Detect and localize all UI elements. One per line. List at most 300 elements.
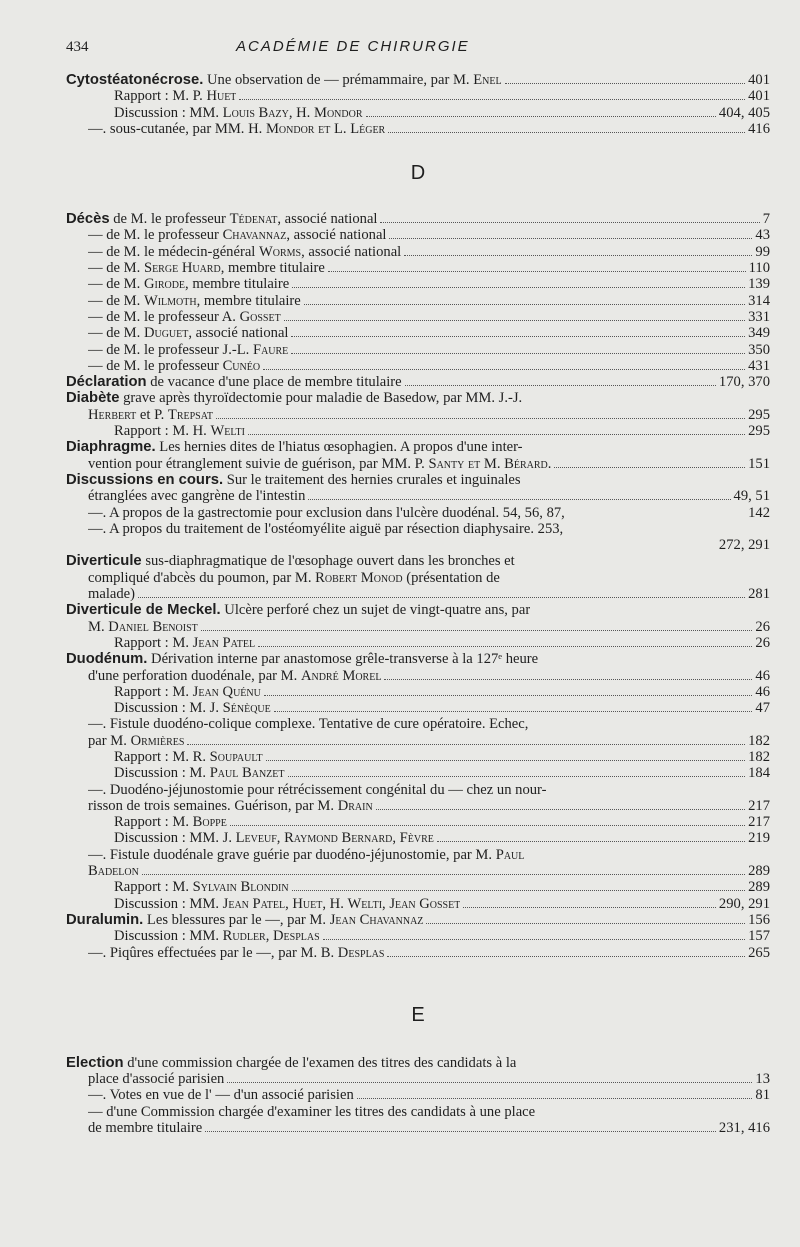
- entry-author: Sénèque: [222, 700, 271, 717]
- index-entry: [66, 88, 770, 104]
- entry-body: de membre titulaire: [88, 1120, 203, 1137]
- entry-body: — de M.: [88, 292, 144, 309]
- entry-text: [114, 896, 460, 912]
- index-entry: [66, 1104, 770, 1120]
- entry-author: Jean Patel, Huet,: [222, 895, 327, 912]
- page-reference: 99: [755, 243, 770, 260]
- page-reference: 350: [748, 341, 770, 358]
- entry-body: — de M. le professeur J.-L.: [88, 341, 253, 358]
- entry-text: [88, 945, 384, 961]
- page-reference: 110: [748, 260, 770, 277]
- page-reference: 43: [755, 227, 770, 244]
- entry-text: [114, 879, 289, 895]
- entry-headword: Cytostéatonécrose.: [66, 72, 204, 88]
- entry-body: compliqué d'abcès du poumon, par M.: [88, 569, 316, 586]
- entry-text: [114, 749, 263, 765]
- dot-leader: [366, 116, 716, 117]
- dot-leader: [463, 907, 716, 908]
- entry-text: [88, 342, 288, 358]
- entry-body: malade): [88, 586, 135, 603]
- entry-author-continued: Trepsat: [167, 406, 213, 423]
- entry-body: —. Fistule duodénale grave guérie par duodéno-jéjunostomie, par M.: [88, 846, 496, 863]
- entry-body: —. A propos de la gastrectomie pour exclusion dans l'ulcère duodénal. 54, 56, 87,: [88, 504, 565, 521]
- entry-text: [88, 456, 551, 472]
- dot-leader: [138, 597, 745, 598]
- dot-leader: [263, 369, 745, 370]
- index-entry: [66, 537, 770, 553]
- index-entry: [66, 244, 770, 260]
- index-entry: [66, 733, 770, 749]
- entry-author: Duguet,: [143, 325, 193, 342]
- index-entry: [66, 488, 770, 504]
- entry-text: [88, 358, 260, 374]
- index-entry: [66, 716, 770, 732]
- page-reference: 182: [748, 748, 770, 765]
- entry-body: Rapport : M. H.: [114, 423, 211, 440]
- entry-body-continued: associé national: [192, 325, 289, 342]
- entry-author: Gosset: [239, 308, 281, 325]
- entry-body: Rapport : M. R.: [114, 748, 210, 765]
- dot-leader: [201, 630, 753, 631]
- dot-leader: [288, 776, 746, 777]
- entry-text: [88, 276, 289, 292]
- entry-text: [114, 830, 434, 846]
- entry-body: d'une perforation duodénale, par M.: [88, 667, 301, 684]
- page-reference: 151: [748, 455, 770, 472]
- entry-text: [88, 244, 401, 260]
- entry-body: Sur le traitement des hernies crurales et inguinales: [223, 471, 521, 488]
- index-entry: [66, 342, 770, 358]
- entry-text: [88, 1104, 535, 1120]
- page-reference: 156: [748, 911, 770, 928]
- entry-body: Discussion : MM.: [114, 928, 223, 945]
- dot-leader: [258, 646, 752, 647]
- entry-text: [66, 912, 423, 928]
- index-entry: [66, 945, 770, 961]
- index-entry: [66, 390, 770, 406]
- entry-body: sus-diaphragmatique de l'œsophage ouvert dans les bronches et: [141, 553, 515, 570]
- entry-body: étranglées avec gangrène de l'intestin: [88, 488, 306, 505]
- entry-text: [114, 423, 245, 439]
- page-reference: 272, 291: [718, 537, 770, 554]
- entry-headword: Déclaration: [66, 374, 147, 391]
- entry-body-continued: membre titulaire: [224, 260, 325, 277]
- entry-text: [88, 505, 565, 521]
- dot-leader: [205, 1131, 716, 1132]
- entry-author: Robert Monod: [315, 569, 403, 586]
- entry-author: Rudler, Desplas: [222, 928, 320, 945]
- entry-body-continued: associé national: [304, 243, 402, 260]
- dot-leader: [505, 83, 746, 84]
- entry-author: Enel: [473, 72, 502, 88]
- entry-body-continued: H.: [326, 895, 348, 912]
- entry-body: Discussion : MM. J.: [114, 830, 236, 847]
- entry-headword: Diverticule: [66, 553, 142, 570]
- dot-leader: [376, 809, 745, 810]
- entry-body-continued: (présentation de: [402, 569, 500, 586]
- dot-leader: [284, 320, 745, 321]
- entry-text: [88, 260, 325, 276]
- entry-headword: Election: [66, 1054, 124, 1071]
- entry-body-continued: membre titulaire: [200, 292, 301, 309]
- entry-text: [114, 88, 236, 104]
- entry-text: [88, 407, 213, 423]
- index-entry: [66, 602, 770, 618]
- entry-group: [66, 1055, 770, 1136]
- entry-author: Huet: [206, 88, 237, 105]
- index-entry: [66, 651, 770, 667]
- page-reference: 182: [748, 732, 770, 749]
- dot-leader: [291, 353, 745, 354]
- dot-leader: [187, 744, 745, 745]
- entry-text: [88, 863, 139, 879]
- entry-text: [88, 227, 386, 243]
- index-entry: [66, 896, 770, 912]
- index-entry: [66, 700, 770, 716]
- page-reference: 401: [748, 72, 770, 88]
- page-reference: 184: [748, 765, 770, 782]
- page-reference: 81: [755, 1087, 770, 1104]
- entry-author: Paul: [495, 846, 525, 863]
- index-entry: [66, 227, 770, 243]
- entry-author: Jean Chavannaz: [329, 911, 424, 928]
- entry-author: Serge Huard,: [143, 260, 225, 277]
- page-reference: 217: [748, 797, 770, 814]
- entry-text: [66, 374, 402, 390]
- entry-author-continued: Welti, Jean Gosset: [347, 895, 461, 912]
- index-entry: [66, 472, 770, 488]
- page-number: 434: [66, 39, 89, 55]
- entry-body: —. A propos du traitement de l'ostéomyélite aiguë par résection diaphysaire. 253,: [88, 520, 564, 537]
- entry-body: — de M.: [88, 260, 144, 277]
- page-reference: 281: [748, 586, 770, 603]
- entry-body: —. Duodéno-jéjunostomie pour rétrécissement congénital du — chez un nour-: [88, 781, 547, 798]
- entry-body: Discussion : MM.: [114, 895, 223, 912]
- entry-text: [88, 309, 281, 325]
- entry-author: Jean Quénu: [192, 683, 261, 700]
- entry-text: [88, 1120, 202, 1136]
- entry-author: Cunéo: [222, 357, 261, 374]
- dot-leader: [292, 287, 745, 288]
- entry-text: [88, 1071, 224, 1087]
- entry-headword: Diabète: [66, 390, 120, 407]
- entry-body: de M. le professeur: [109, 211, 230, 228]
- index-entry: [66, 358, 770, 374]
- index-entry: [66, 1087, 770, 1103]
- entry-text: [88, 488, 305, 504]
- page-reference: 7: [762, 211, 770, 228]
- index-entry: [66, 879, 770, 895]
- dot-leader: [227, 1082, 752, 1083]
- entry-body: Les hernies dites de l'hiatus œsophagien. A propos d'une inter-: [155, 439, 523, 456]
- index-entry: [66, 586, 770, 602]
- entry-author: Mondor et L. Léger: [265, 120, 386, 137]
- dot-leader: [404, 255, 752, 256]
- running-title: ACADÉMIE DE CHIRURGIE: [236, 38, 470, 55]
- entry-headword: Diaphragme.: [66, 439, 156, 456]
- page-reference: 13: [755, 1071, 770, 1088]
- entry-author: Paul Banzet: [209, 765, 285, 782]
- page-reference: 416: [748, 120, 770, 137]
- index-entry: [66, 1071, 770, 1087]
- dot-leader: [264, 695, 753, 696]
- index-entry: [66, 928, 770, 944]
- page-reference: 47: [755, 700, 770, 717]
- entry-body: place d'associé parisien: [88, 1071, 225, 1088]
- page-reference: 46: [755, 683, 770, 700]
- entry-author: Welti: [210, 423, 245, 440]
- dot-leader: [357, 1098, 753, 1099]
- entry-body: M.: [88, 618, 109, 635]
- index-entry: [66, 798, 770, 814]
- entry-text: [88, 798, 373, 814]
- section-letter-d: D: [410, 162, 426, 185]
- index-entry: [66, 423, 770, 439]
- entry-text: [88, 619, 198, 635]
- entry-text: [114, 105, 363, 121]
- page-reference: 231, 416: [718, 1120, 770, 1137]
- page-reference: 401: [748, 88, 770, 105]
- page-reference: 139: [748, 276, 770, 293]
- entry-body: Dérivation interne par anastomose grêle-transverse à la 127ᵉ heure: [147, 651, 539, 668]
- entry-body: Discussion : M.: [114, 765, 210, 782]
- index-entry: [66, 276, 770, 292]
- entry-body: Rapport : M.: [114, 879, 193, 896]
- dot-leader: [384, 679, 752, 680]
- index-entry: [66, 619, 770, 635]
- entry-author: Faure: [252, 341, 289, 358]
- entry-body: Discussion : M. J.: [114, 700, 223, 717]
- entry-body: —. sous-cutanée, par MM. H.: [88, 120, 266, 137]
- index-entry: [66, 211, 770, 227]
- entry-author: Leveuf, Raymond Bernard, Fèvre: [235, 830, 434, 847]
- dot-leader: [239, 99, 745, 100]
- entry-author: Jean Patel: [192, 634, 256, 651]
- entry-headword: Duodénum.: [66, 651, 148, 668]
- entry-body: grave après thyroïdectomie pour maladie de Basedow, par MM. J.-J.: [119, 390, 523, 407]
- entry-body: de vacance d'une place de membre titulaire: [146, 374, 402, 391]
- page-reference: 404, 405: [718, 104, 770, 121]
- entry-text: [88, 121, 385, 137]
- entry-body-continued: associé national: [290, 227, 387, 244]
- entry-text: [66, 1055, 516, 1071]
- entry-text: [114, 684, 261, 700]
- entry-text: [114, 928, 320, 944]
- entry-body: d'une commission chargée de l'examen des titres des candidats à la: [123, 1054, 517, 1071]
- entry-text: [66, 602, 530, 618]
- entry-author: André Morel: [300, 667, 382, 684]
- entry-text: [88, 668, 381, 684]
- entry-text: [88, 716, 528, 732]
- entry-body: — d'une Commission chargée d'examiner les titres des candidats à une place: [88, 1103, 536, 1120]
- dot-leader: [388, 132, 745, 133]
- index-entry: [66, 1055, 770, 1071]
- index-entry: [66, 325, 770, 341]
- entry-author: Girode,: [143, 276, 189, 293]
- entry-body: — de M.: [88, 276, 144, 293]
- entry-body-continued: et P.: [136, 406, 168, 423]
- index-entry: [66, 668, 770, 684]
- page-reference: 295: [748, 406, 770, 423]
- page-reference: 170, 370: [718, 374, 770, 391]
- page-reference: 295: [748, 423, 770, 440]
- entry-text: [114, 765, 285, 781]
- entry-text: [66, 439, 523, 455]
- dot-leader: [216, 418, 745, 419]
- entry-body: Ulcère perforé chez un sujet de vingt-quatre ans, par: [220, 602, 531, 619]
- dot-leader: [304, 304, 745, 305]
- entry-body-continued: membre titulaire: [188, 276, 290, 293]
- index-entry: [66, 1120, 770, 1136]
- entry-body: — de M. le médecin-général: [88, 243, 259, 260]
- entry-text: [114, 814, 227, 830]
- entry-headword: Diverticule de Meckel.: [66, 602, 221, 619]
- index-entry: [66, 260, 770, 276]
- page-reference: 265: [748, 944, 770, 961]
- dot-leader: [328, 271, 746, 272]
- dot-leader: [405, 385, 716, 386]
- entry-headword: Discussions en cours.: [66, 471, 224, 488]
- entry-author: Herbert: [88, 406, 137, 423]
- entry-body: Une observation de — prémammaire, par M.: [203, 72, 474, 88]
- index-entry: [66, 830, 770, 846]
- entry-author: Boppe: [192, 814, 227, 831]
- dot-leader: [266, 760, 745, 761]
- page-reference: 290, 291: [718, 895, 770, 912]
- index-entry: [66, 105, 770, 121]
- dot-leader: [389, 238, 752, 239]
- index-entry: [66, 309, 770, 325]
- page-reference: 349: [748, 325, 770, 342]
- index-entry: [66, 293, 770, 309]
- dot-leader: [426, 923, 745, 924]
- page-reference: 26: [755, 634, 770, 651]
- index-entry: [66, 749, 770, 765]
- dot-leader: [387, 956, 745, 957]
- entry-body: Rapport : M.: [114, 634, 193, 651]
- entry-text: [66, 72, 502, 88]
- entry-headword: Duralumin.: [66, 911, 144, 928]
- page-reference: 219: [748, 830, 770, 847]
- entry-body: —. Fistule duodéno-colique complexe. Tentative de cure opératoire. Echec,: [88, 716, 529, 733]
- entry-author: Daniel Benoist: [108, 618, 198, 635]
- index-entry: [66, 635, 770, 651]
- page-reference: 431: [748, 357, 770, 374]
- index-entry: [66, 847, 770, 863]
- entry-body: — de M.: [88, 325, 144, 342]
- entry-author: Louis Bazy, H. Mondor: [222, 104, 363, 121]
- entry-body: — de M. le professeur A.: [88, 308, 240, 325]
- page-reference: 46: [755, 667, 770, 684]
- entry-body: Discussion : MM.: [114, 104, 223, 121]
- entry-text: [66, 211, 377, 227]
- index-entry: [66, 407, 770, 423]
- entry-text: [88, 293, 301, 309]
- index-entry: [66, 863, 770, 879]
- entry-text: [66, 651, 538, 667]
- page-reference: 49, 51: [733, 488, 770, 505]
- page-header: [66, 38, 770, 60]
- entry-author: Wilmoth,: [143, 292, 201, 309]
- dot-leader: [230, 825, 745, 826]
- index-entry: [66, 912, 770, 928]
- dot-leader: [437, 841, 745, 842]
- entry-body: risson de trois semaines. Guérison, par M.: [88, 797, 338, 814]
- entry-author: Sylvain Blondin: [192, 879, 289, 896]
- entry-group: [66, 72, 770, 137]
- entry-text: [88, 1087, 354, 1103]
- index-entry: [66, 814, 770, 830]
- index-entry: [66, 121, 770, 137]
- entry-author: Desplas: [337, 944, 385, 961]
- dot-leader: [554, 467, 745, 468]
- entry-body: Rapport : M. P.: [114, 88, 207, 105]
- entry-author: Ormières: [130, 732, 185, 749]
- entry-body: Les blessures par le —, par M.: [143, 911, 330, 928]
- dot-leader: [274, 711, 753, 712]
- dot-leader: [308, 499, 730, 500]
- dot-leader: [380, 222, 759, 223]
- entry-body-continued: associé national: [281, 211, 378, 228]
- page-reference: 289: [748, 879, 770, 896]
- index-entry: [66, 570, 770, 586]
- entry-text: [66, 390, 522, 406]
- page-reference: 26: [755, 618, 770, 635]
- dot-leader: [248, 434, 745, 435]
- index-entry: [66, 456, 770, 472]
- page-reference: 142: [748, 504, 770, 521]
- entry-body: Rapport : M.: [114, 683, 193, 700]
- entry-author: Drain: [337, 797, 373, 814]
- page-reference: 157: [748, 928, 770, 945]
- page-reference: 289: [748, 863, 770, 880]
- entry-text: [114, 700, 271, 716]
- entry-author: Worms,: [259, 243, 305, 260]
- entry-text: [88, 847, 524, 863]
- index-entry: [66, 553, 770, 569]
- index-entry: [66, 374, 770, 390]
- index-entry: [66, 684, 770, 700]
- page-reference: 217: [748, 814, 770, 831]
- entry-body: vention pour étranglement suivie de guérison, par MM. P.: [88, 455, 429, 472]
- dot-leader: [291, 336, 745, 337]
- index-entry: [66, 505, 770, 521]
- entry-text: [88, 570, 500, 586]
- entry-author: Chavannaz,: [222, 227, 291, 244]
- entry-author: Santy et M. Bérard.: [428, 455, 552, 472]
- entry-text: [88, 782, 546, 798]
- index-entry: [66, 72, 770, 88]
- entry-body: —. Piqûres effectuées par le —, par M. B.: [88, 944, 338, 961]
- section-letter-e: E: [411, 1003, 425, 1026]
- entry-text: [66, 553, 515, 569]
- entry-text: [88, 586, 135, 602]
- dot-leader: [292, 890, 746, 891]
- entry-body: — de M. le professeur: [88, 227, 223, 244]
- index-content: [66, 72, 770, 1136]
- entry-headword: Décès: [66, 211, 110, 228]
- entry-text: [88, 521, 563, 537]
- entry-body: Rapport : M.: [114, 814, 193, 831]
- entry-group: [66, 211, 770, 961]
- entry-body: par M.: [88, 732, 131, 749]
- entry-author: Badelon: [88, 863, 139, 880]
- entry-text: [66, 472, 521, 488]
- entry-text: [88, 733, 184, 749]
- dot-leader: [323, 939, 745, 940]
- index-entry: [66, 765, 770, 781]
- index-entry: [66, 521, 770, 537]
